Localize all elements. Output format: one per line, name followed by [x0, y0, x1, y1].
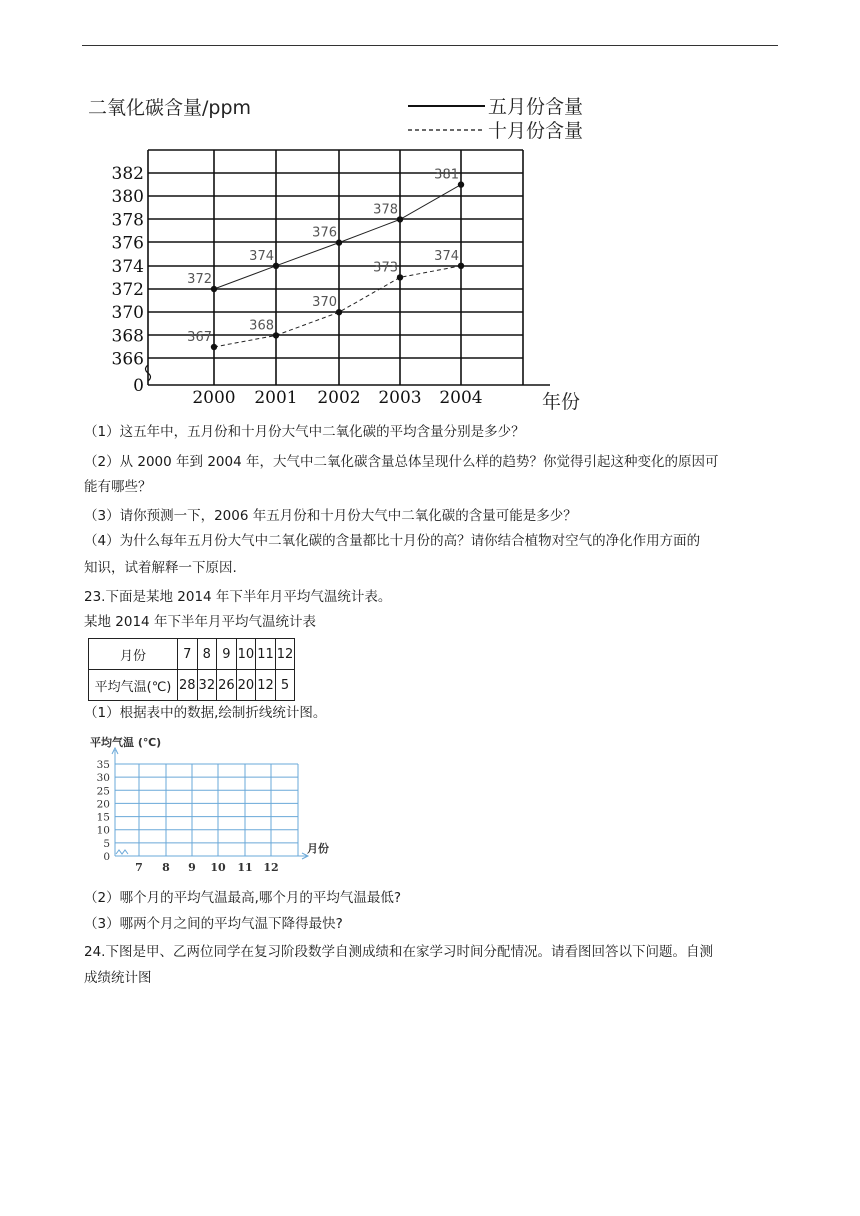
- x-tick-label: 9: [188, 861, 196, 874]
- question-1: （1）这五年中，五月份和十月份大气中二氧化碳的平均含量分别是多少？: [84, 424, 525, 440]
- x-tick-label: 2001: [254, 388, 298, 408]
- data-label: 381: [434, 167, 459, 183]
- q24-line2: 成绩统计图: [84, 970, 152, 986]
- data-label: 373: [373, 260, 398, 276]
- table-cell: 7: [178, 639, 198, 670]
- question-3: （3）请你预测一下，2006 年五月份和十月份大气中二氧化碳的含量可能是多少？: [84, 508, 577, 524]
- data-label: 368: [249, 318, 274, 334]
- x-tick-label: 7: [135, 861, 143, 874]
- data-label: 374: [434, 248, 459, 264]
- y-tick-label: 366: [111, 349, 144, 370]
- y-tick-label: 378: [111, 210, 144, 231]
- question-2-line1: （2）从 2000 年到 2004 年，大气中二氧化碳含量总体呈现什么样的趋势？你觉得引起这种变化的原因可: [84, 454, 719, 470]
- y-axis-title: 二氧化碳含量/ppm: [88, 97, 252, 119]
- y-tick-label: 35: [96, 759, 110, 771]
- q23-sub3: （3）哪两个月之间的平均气温下降得最快?: [84, 916, 343, 932]
- data-label: 376: [312, 225, 337, 241]
- x-axis-title: 年份: [542, 391, 581, 413]
- y-tick-label: 382: [111, 164, 144, 184]
- y-tick-label: 0: [133, 376, 144, 396]
- y-tick-label: 30: [96, 772, 110, 785]
- temperature-blank-grid: [86, 728, 346, 876]
- x-tick-label: 10: [210, 861, 226, 874]
- y-tick-label: 370: [111, 303, 144, 324]
- table-head-month: 月份: [89, 639, 178, 670]
- table-row: [89, 639, 295, 670]
- question-2-line2: 能有哪些？: [84, 479, 152, 495]
- y-axis-title: 平均气温 (℃): [90, 736, 162, 749]
- x-tick-label: 2003: [378, 388, 422, 408]
- table-cell: 8: [197, 639, 217, 670]
- q23-intro: 23.下面是某地 2014 年下半年月平均气温统计表。: [84, 589, 392, 605]
- y-tick-label: 368: [111, 326, 144, 347]
- question-4-line1: （4）为什么每年五月份大气中二氧化碳的含量都比十月份的高？请你结合植物对空气的净化作用方面的: [84, 533, 701, 549]
- data-label: 370: [312, 295, 337, 311]
- table-head-temp: 平均气温(℃): [89, 670, 178, 701]
- y-tick-label: 20: [96, 798, 110, 811]
- table-cell: 26: [217, 670, 237, 701]
- y-tick-label: 15: [96, 811, 110, 824]
- q23-sub1: （1）根据表中的数据,绘制折线统计图。: [84, 705, 327, 721]
- x-tick-label: 2002: [317, 388, 361, 408]
- y-tick-label: 25: [96, 785, 110, 798]
- q23-sub2: （2）哪个月的平均气温最高,哪个月的平均气温最低?: [84, 890, 402, 906]
- x-axis-title: 月份: [307, 842, 329, 855]
- table-cell: 28: [178, 670, 198, 701]
- question-4-line2: 知识，试着解释一下原因.: [84, 560, 237, 576]
- y-tick-label: 380: [111, 187, 144, 208]
- y-tick-label: 10: [96, 824, 110, 837]
- x-tick-label: 12: [263, 861, 279, 874]
- x-tick-label: 2000: [192, 388, 236, 408]
- table-cell: 10: [236, 639, 256, 670]
- table-cell: 9: [217, 639, 237, 670]
- table-cell: 32: [197, 670, 217, 701]
- table-row: [89, 670, 295, 701]
- y-tick-label: 374: [111, 256, 144, 277]
- table-cell: 20: [236, 670, 256, 701]
- legend-label-may: 五月份含量: [488, 96, 584, 118]
- x-tick-label: 8: [162, 861, 170, 874]
- data-label: 367: [187, 330, 212, 345]
- co2-line-chart: [80, 85, 620, 415]
- y-tick-label: 372: [111, 280, 144, 300]
- y-tick-label: 0: [103, 851, 110, 863]
- table-cell: 12: [256, 670, 276, 701]
- data-label: 378: [373, 202, 398, 218]
- y-tick-label: 376: [111, 233, 144, 254]
- data-label: 374: [249, 248, 274, 264]
- table-cell: 5: [275, 670, 295, 701]
- legend-label-oct: 十月份含量: [488, 120, 584, 142]
- y-tick-label: 5: [103, 837, 110, 850]
- table-cell: 12: [275, 639, 295, 670]
- q23-table-title: 某地 2014 年下半年月平均气温统计表: [84, 614, 316, 630]
- q24-line1: 24.下图是甲、乙两位同学在复习阶段数学自测成绩和在家学习时间分配情况。请看图回答以下问题。自测: [84, 944, 713, 960]
- axis-break-mark: [116, 850, 128, 854]
- x-tick-label: 11: [237, 861, 253, 874]
- table-cell: 11: [256, 639, 276, 670]
- header-rule: [82, 45, 778, 46]
- data-label: 372: [187, 272, 212, 287]
- x-tick-label: 2004: [439, 388, 483, 408]
- temperature-table: [88, 638, 295, 701]
